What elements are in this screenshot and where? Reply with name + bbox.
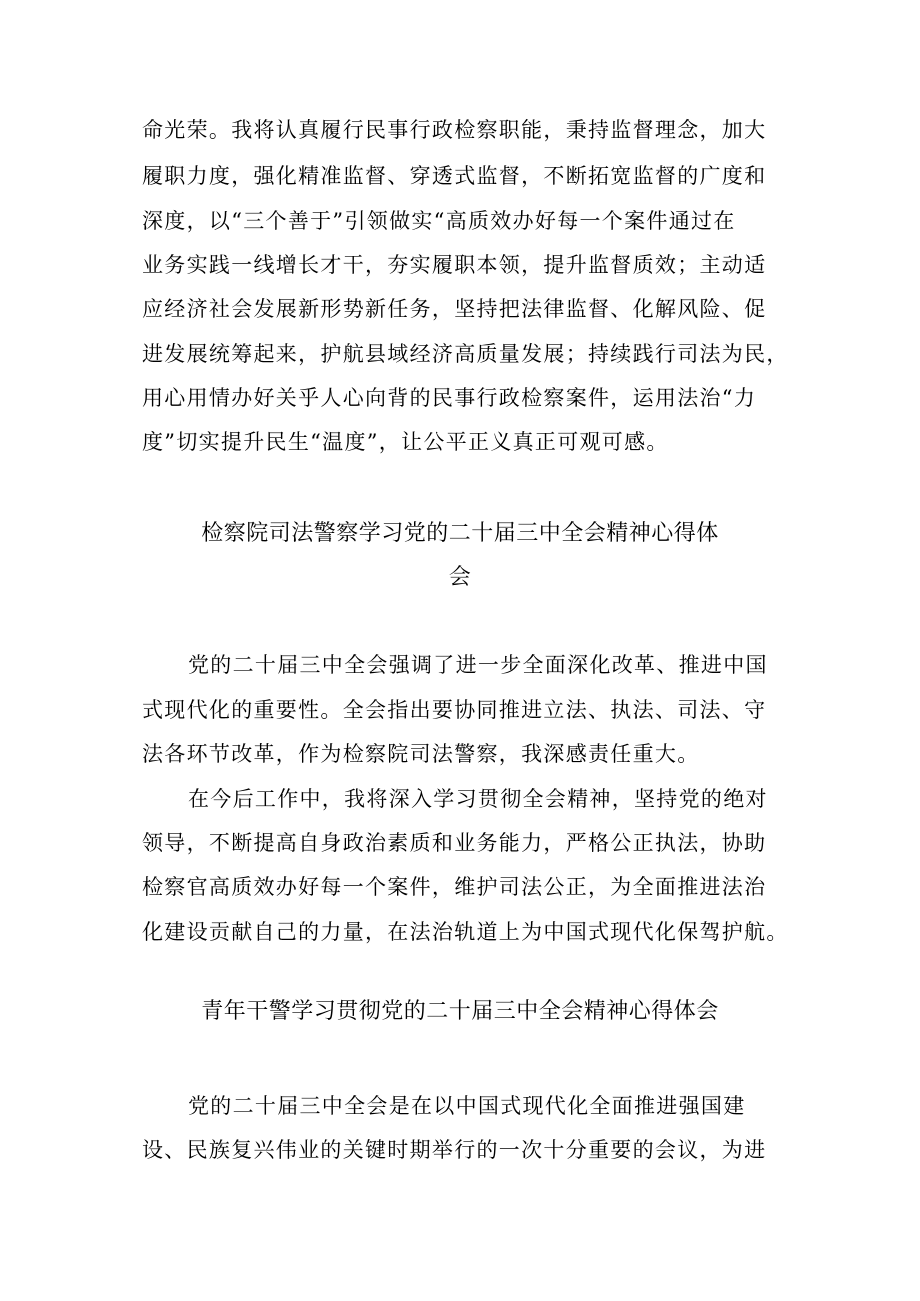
text-line: 党的二十届三中全会是在以中国式现代化全面推进强国建 bbox=[188, 1094, 746, 1118]
text-line: 命光荣。我将认真履行民事行政检察职能，秉持监督理念，加大 bbox=[142, 118, 767, 142]
text-line: 履职力度，强化精准监督、穿透式监督，不断拓宽监督的广度和 bbox=[142, 164, 767, 188]
text-line: 应经济社会发展新形势新任务，坚持把法律监督、化解风险、促 bbox=[142, 297, 767, 321]
article-title: 青年干警学习贯彻党的二十届三中全会精神心得体会 bbox=[201, 999, 719, 1024]
text-line: 设、民族复兴伟业的关键时期举行的一次十分重要的会议，为进 bbox=[142, 1138, 767, 1162]
text-line: 检察官高质效办好每一个案件，维护司法公正，为全面推进法治 bbox=[142, 875, 767, 899]
text-line: 度”切实提升民生“温度”，让公平正义真正可观可感。 bbox=[142, 430, 669, 454]
text-line: 进发展统筹起来，护航县域经济高质量发展；持续践行司法为民， bbox=[142, 342, 789, 366]
text-line: 用心用情办好关乎人心向背的民事行政检察案件，运用法治“力 bbox=[142, 386, 757, 410]
text-line: 在今后工作中，我将深入学习贯彻全会精神，坚持党的绝对 bbox=[188, 787, 768, 811]
text-line: 深度，以“三个善于”引领做实“高质效办好每一个案件通过在 bbox=[142, 209, 736, 233]
text-line: 业务实践一线增长才干，夯实履职本领，提升监督质效；主动适 bbox=[142, 253, 767, 277]
text-line: 式现代化的重要性。全会指出要协同推进立法、执法、司法、守 bbox=[142, 698, 767, 722]
article-title-continuation: 会 bbox=[448, 565, 472, 590]
text-line: 化建设贡献自己的力量，在法治轨道上为中国式现代化保驾护航。 bbox=[142, 920, 789, 944]
article-title: 检察院司法警察学习党的二十届三中全会精神心得体 bbox=[201, 521, 719, 546]
text-line: 党的二十届三中全会强调了进一步全面深化改革、推进中国 bbox=[188, 653, 768, 677]
text-line: 法各环节改革，作为检察院司法警察，我深感责任重大。 bbox=[142, 742, 700, 766]
text-line: 领导，不断提高自身政治素质和业务能力，严格公正执法，协助 bbox=[142, 831, 767, 855]
